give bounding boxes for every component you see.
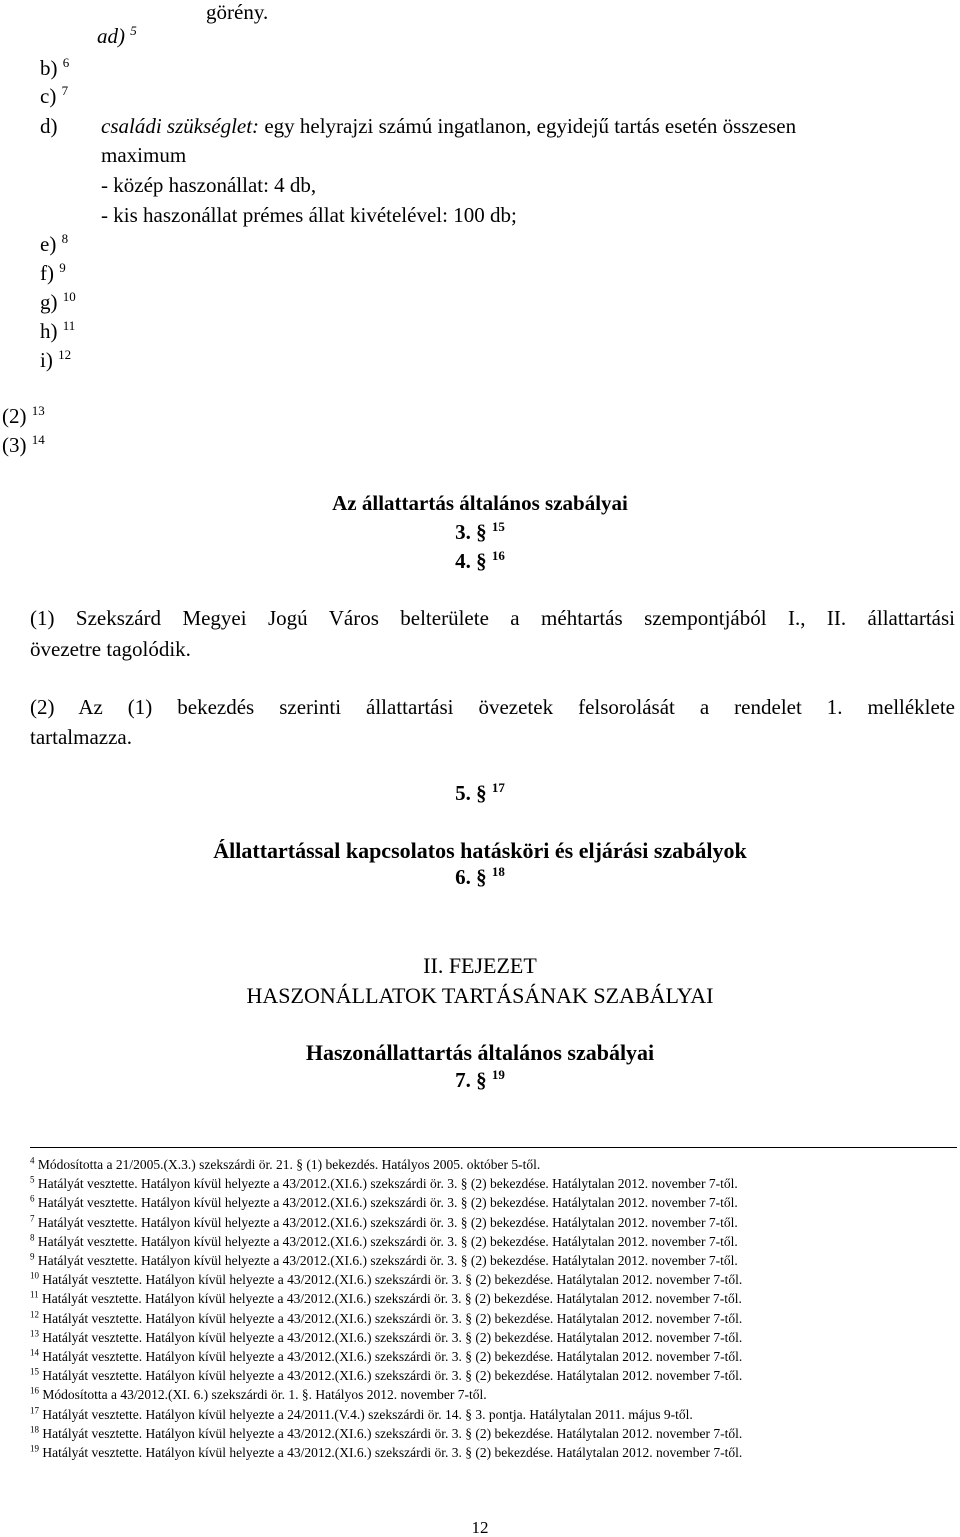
footnote [30,1347,743,1364]
footnote-number: 5 [30,1174,35,1185]
footnote [30,1270,743,1288]
footnote-text: Hatályát vesztette. Hatályon kívül helyezte a 43/2012.(XI.6.) szekszárdi ör. 3. § (2) bekezdése. Hatálytalan 2012. november 7-től. [37,1214,738,1230]
item-i: i) $^{12}$ [40,347,72,372]
continued-text: görény. [206,0,269,24]
footnote-number: 6 [30,1193,35,1204]
footnote [30,1309,743,1326]
footnote [30,1155,541,1172]
item-f: f) $^9$ [40,260,66,285]
footnote-text: Hatályát vesztette. Hatályon kívül helyezte a 43/2012.(XI.6.) szekszárdi ör. 3. § (2) bekezdése. Hatálytalan 2012. november 7-től. [42,1329,743,1345]
section-title: Állattartással kapcsolatos hatásköri és eljárási szabályok [213,838,747,863]
paragraph-3: (3) $^{14}$ [2,432,45,457]
footnote-text: Hatályát vesztette. Hatályon kívül helyezte a 43/2012.(XI.6.) szekszárdi ör. 3. § (2) bekezdése. Hatálytalan 2012. november 7-től. [42,1349,743,1364]
footnote-ref[interactable]: 9 [59,260,66,275]
section-title: Az állattartás általános szabályai [332,491,628,515]
footnote-text: Hatályát vesztette. Hatályon kívül helyezte a 43/2012.(XI.6.) szekszárdi ör. 3. § (2) bekezdése. Hatálytalan 2012. november 7-től. [42,1291,742,1307]
footnote-ref[interactable]: 18 [491,864,505,879]
footnote-number: 14 [30,1347,39,1358]
footnote [30,1213,738,1230]
footnote-text: Hatályát vesztette. Hatályon kívül helyezte a 43/2012.(XI.6.) szekszárdi ör. 3. § (2) bekezdése. Hatálytalan 2012. november 7-től. [42,1310,743,1326]
footnote-number: 19 [30,1443,39,1454]
footnote-ref[interactable]: 16 [491,548,505,563]
footnote-divider [30,1147,957,1148]
item-d-text: családi szükséglet: egy helyrajzi számú ingatlanon, egyidejű tartás esetén összesen [101,114,797,138]
footnote-ref[interactable]: 17 [491,780,505,795]
section-5: 5. § $^{17}$ [455,780,505,805]
chapter-number: II. FEJEZET [423,953,537,978]
footnote [30,1443,743,1460]
footnote-text: Hatályát vesztette. Hatályon kívül helyezte a 43/2012.(XI.6.) szekszárdi ör. 3. § (2) bekezdése. Hatálytalan 2012. november 7-től. [42,1272,743,1288]
footnote-text: Hatályát vesztette. Hatályon kívül helyezte a 43/2012.(XI.6.) szekszárdi ör. 3. § (2) bekezdése. Hatálytalan 2012. november 7-től. [37,1233,738,1249]
footnote [30,1174,738,1192]
footnote [30,1232,738,1249]
section-6: 6. § $^{18}$ [455,864,505,889]
footnote-ref[interactable]: 13 [31,403,45,418]
item-c: c) $^7$ [40,83,69,108]
footnote-number: 8 [30,1232,35,1243]
footnote-text: Módosította a 21/2005.(X.3.) szekszárdi ör. 21. § (1) bekezdés. Hatályos 2005. október 5-től. [37,1157,541,1172]
footnote-number: 13 [30,1328,39,1339]
footnote-text: Hatályát vesztette. Hatályon kívül helyezte a 43/2012.(XI.6.) szekszárdi ör. 3. § (2) bekezdése. Hatálytalan 2012. november 7-től. [37,1253,738,1268]
item-e: e) $^8$ [40,231,69,256]
item-h: h) $^{11}$ [40,318,76,343]
section-title: Haszonállattartás általános szabályai [305,1040,655,1065]
footnote-text: Hatályát vesztette. Hatályon kívül helyezte a 43/2012.(XI.6.) szekszárdi ör. 3. § (2) bekezdése. Hatálytalan 2012. november 7-től. [37,1195,738,1211]
footnote [30,1424,743,1441]
footnote-number: 10 [30,1270,39,1281]
footnote-number: 9 [30,1251,35,1262]
footnote-text: Hatályát vesztette. Hatályon kívül helyezte a 43/2012.(XI.6.) szekszárdi ör. 3. § (2) bekezdése. Hatálytalan 2012. november 7-től. [42,1425,743,1441]
footnote [30,1193,738,1211]
paragraph-2: (2) $^{13}$ [2,403,45,428]
footnote-text: Hatályát vesztette. Hatályon kívül helyezte a 43/2012.(XI.6.) szekszárdi ör. 3. § (2) bekezdése. Hatálytalan 2012. november 7-től. [42,1368,743,1384]
footnote-ref[interactable]: 7 [61,83,69,98]
footnote-number: 17 [30,1405,39,1416]
section-3: 3. § $^{15}$ [455,519,505,544]
footnote-number: 15 [30,1366,39,1377]
defined-term: családi szükséglet: [101,114,260,138]
item-d-line: maximum [101,143,187,167]
footnote-ref[interactable]: 11 [62,318,76,333]
footnote [30,1289,742,1307]
footnote [30,1366,743,1384]
footnote [30,1405,693,1422]
item-d-line: - kis haszonállat prémes állat kivételével: 100 db; [101,203,517,227]
footnote-number: 11 [30,1289,39,1300]
footnote-text: Hatályát vesztette. Hatályon kívül helyezte a 24/2011.(V.4.) szekszárdi ör. 14. § 3. pontja. Hatálytalan 2011. május 9-től. [42,1406,693,1422]
footnote-text: Hatályát vesztette. Hatályon kívül helyezte a 43/2012.(XI.6.) szekszárdi ör. 3. § (2) bekezdése. Hatálytalan 2012. november 7-től. [42,1445,743,1460]
page-number: 12 [471,1518,489,1537]
item-ad: ad) $^5$ [97,23,137,48]
item-d-line: - közép haszonállat: 4 db, [101,173,317,197]
footnote-number: 7 [30,1213,35,1224]
footnote-ref[interactable]: 6 [62,55,70,70]
footnote-text: Módosította a 43/2012.(XI. 6.) szekszárdi ör. 1. §. Hatályos 2012. november 7-től. [42,1387,487,1403]
paragraph-1-line: (1) Szekszárd Megyei Jogú Város belterülete a méhtartás szempontjából I., II. állattartási [30,606,955,630]
footnote-ref[interactable]: 14 [31,432,45,447]
paragraph-2-line: tartalmazza. [30,725,133,749]
footnote-number: 4 [30,1155,35,1166]
footnote-ref[interactable]: 19 [491,1067,505,1082]
footnote-text: Hatályát vesztette. Hatályon kívül helyezte a 43/2012.(XI.6.) szekszárdi ör. 3. § (2) bekezdése. Hatálytalan 2012. november 7-től. [37,1176,738,1192]
section-7: 7. § $^{19}$ [455,1067,505,1092]
chapter-title: HASZONÁLLATOK TARTÁSÁNAK SZABÁLYAI [246,983,714,1008]
footnote [30,1328,743,1345]
paragraph-1-line: övezetre tagolódik. [30,637,191,661]
footnote-ref[interactable]: 10 [62,289,76,304]
footnote-ref[interactable]: 8 [61,231,69,246]
footnote [30,1251,738,1268]
item-g: g) $^{10}$ [40,289,76,314]
footnote [30,1385,487,1403]
item-b: b) $^6$ [40,55,70,80]
section-4: 4. § $^{16}$ [455,548,505,573]
footnote-number: 12 [30,1309,39,1320]
footnote-ref[interactable]: 5 [130,23,137,38]
footnote-number: 18 [30,1424,39,1435]
item-d-label: d) [40,114,58,138]
footnote-ref[interactable]: 15 [491,519,505,534]
paragraph-2-line: (2) Az (1) bekezdés szerinti állattartási övezetek felsorolását a rendelet 1. melléklete [30,695,955,719]
footnote-ref[interactable]: 12 [58,347,72,362]
footnote-number: 16 [30,1385,39,1396]
